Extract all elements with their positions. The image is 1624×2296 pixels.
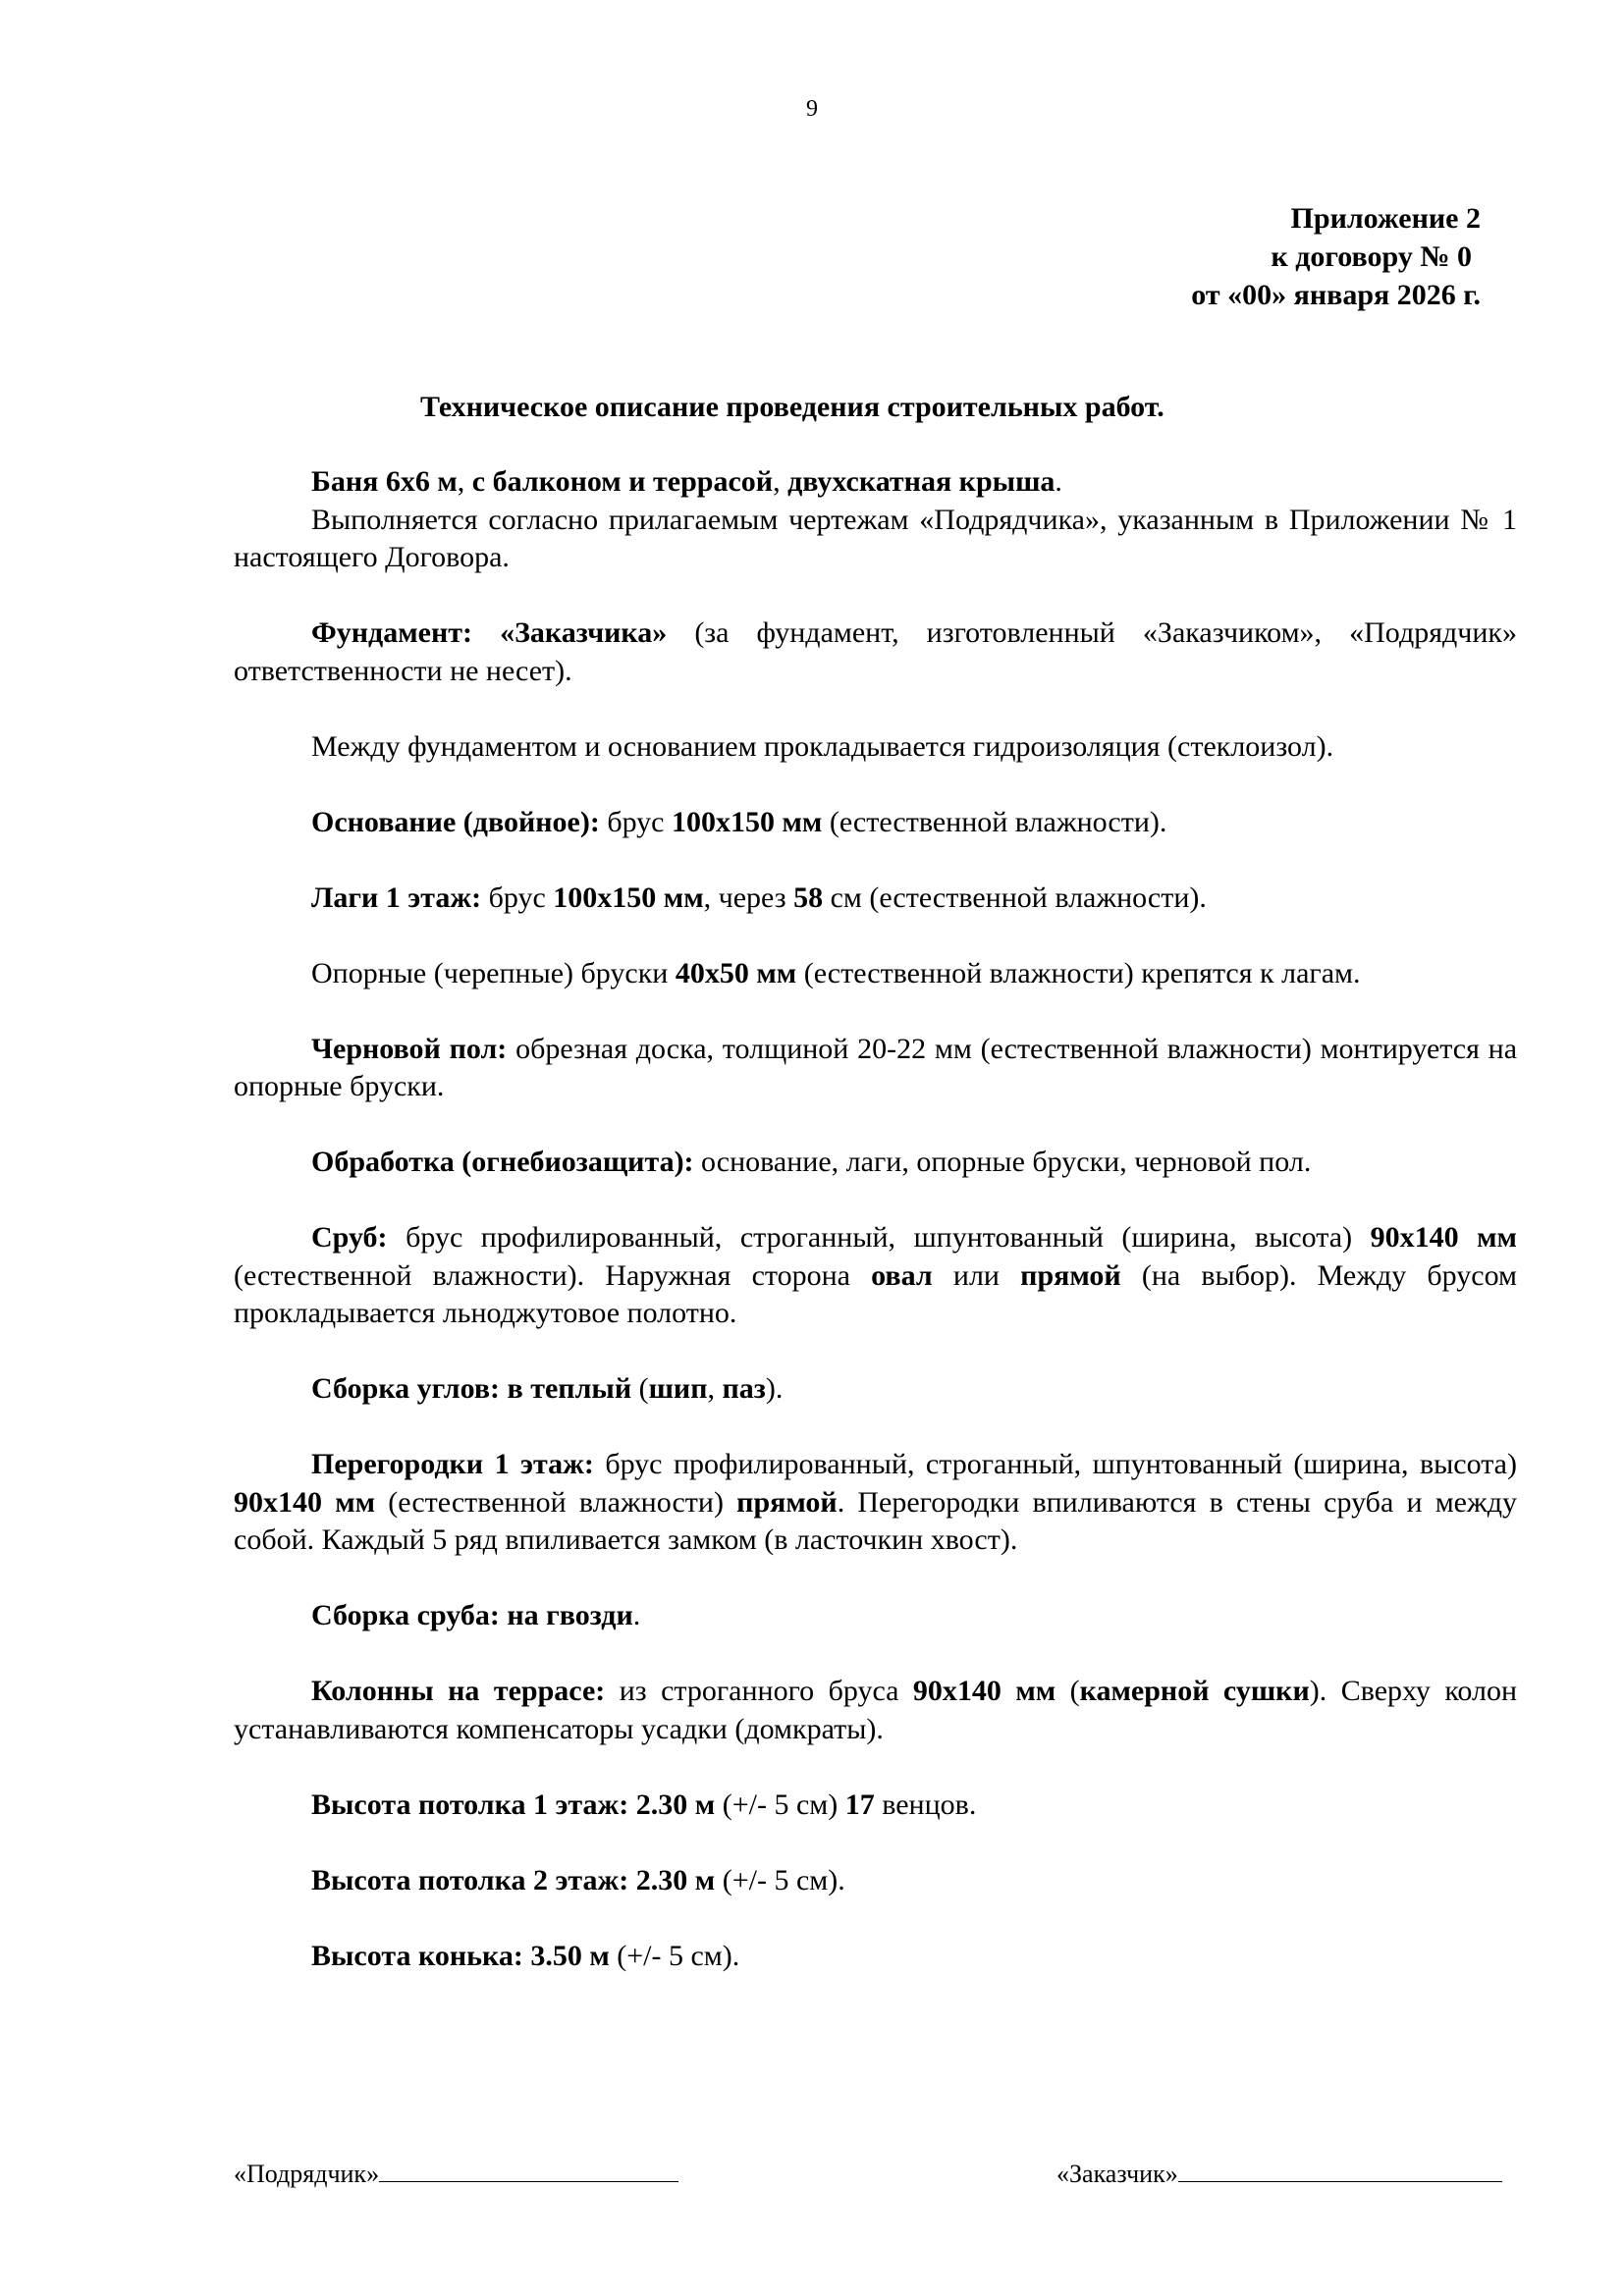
text-run: брус профилированный, строганный, шпунтованный (ширина, высота) — [387, 1221, 1371, 1254]
bold-text-run: 100х150 мм — [672, 805, 823, 838]
text-run: см (естественной влажности). — [823, 881, 1207, 914]
text-run: (естественной влажности). — [822, 805, 1167, 838]
appendix-header — [1191, 199, 1481, 314]
text-run: (+/- 5 см) — [715, 1788, 845, 1821]
body-paragraph — [234, 1673, 1517, 1748]
bold-text-run: Обработка (огнебиозащита): — [311, 1146, 694, 1178]
bold-text-run: Черновой пол: — [311, 1032, 508, 1065]
text-run: (+/- 5 см). — [609, 1939, 740, 1972]
text-run: . Перегородки впиливаются в стены сруба и между собой. Каждый 5 ряд впиливается замком (в ласточкин хвост). — [234, 1485, 1517, 1556]
bold-text-run: 90х140 мм — [234, 1485, 376, 1519]
text-run: (естественной влажности). Наружная сторона — [234, 1258, 872, 1292]
bold-text-run: с балконом и террасой — [471, 465, 774, 498]
customer-label: «Заказчик» — [1056, 2160, 1178, 2188]
body-paragraph — [234, 614, 1517, 690]
text-run: Опорные (черепные) бруски — [311, 956, 676, 989]
body-paragraph — [234, 804, 1517, 842]
text-run: брус — [481, 881, 554, 914]
bold-text-run: Фундамент: «Заказчика» — [311, 616, 668, 649]
body-paragraph — [234, 1446, 1517, 1560]
text-run: брус профилированный, строганный, шпунтованный (ширина, высота) — [593, 1448, 1517, 1480]
bold-text-run: шип — [648, 1372, 708, 1405]
body-paragraph — [234, 1787, 1517, 1825]
text-run: (за фундамент, изготовленный «Заказчиком», «Подрядчик» ответственности не несет). — [234, 616, 1517, 687]
contractor-signature — [234, 2160, 678, 2189]
body-paragraph — [234, 955, 1517, 993]
bold-text-run: 90х140 мм — [1370, 1221, 1517, 1254]
bold-text-run: Колонны на террасе: — [311, 1675, 606, 1707]
text-run: . — [1055, 465, 1062, 498]
text-run: брус — [599, 805, 672, 838]
text-run: ). — [765, 1372, 784, 1405]
text-run: , через — [703, 881, 794, 914]
contractor-signature-line — [379, 2160, 678, 2182]
text-run: , — [773, 465, 788, 498]
text-run: основание, лаги, опорные бруски, черновой пол. — [693, 1146, 1312, 1178]
bold-text-run: Баня 6х6 м — [311, 465, 458, 498]
document-title-row — [234, 391, 1624, 424]
text-run: . — [632, 1599, 641, 1631]
page-number: 9 — [806, 96, 818, 122]
document-title: Техническое описание проведения строительных работ. — [420, 391, 1164, 423]
text-run: (+/- 5 см). — [715, 1863, 845, 1896]
bold-text-run: Высота потолка 1 этаж: 2.30 м — [311, 1788, 716, 1821]
appendix-line-1: Приложение 2 — [1290, 202, 1481, 235]
body-paragraph — [234, 1938, 1517, 1976]
document-body — [234, 463, 1517, 2013]
text-run: ). Сверху колон устанавливаются компенсаторы усадки (домкраты). — [234, 1675, 1517, 1745]
bold-text-run: 17 — [844, 1788, 875, 1821]
bold-text-run: 100х150 мм — [553, 881, 704, 914]
bold-text-run: 90х140 мм — [912, 1675, 1056, 1707]
text-run: из строганного бруса — [605, 1675, 913, 1707]
body-paragraph — [234, 1597, 1517, 1635]
text-run: (естественной влажности) крепятся к лагам. — [796, 956, 1361, 989]
text-run: Между фундаментом и основанием прокладывается гидроизоляция (стеклоизол). — [311, 729, 1334, 763]
text-run: обрезная доска, толщиной 20-22 мм (естественной влажности) монтируется на опорные бруски. — [234, 1032, 1518, 1102]
bold-text-run: Перегородки 1 этаж: — [311, 1448, 594, 1480]
text-run: ( — [1056, 1675, 1080, 1707]
bold-text-run: 40х50 мм — [675, 956, 797, 989]
body-paragraph — [234, 880, 1517, 918]
text-run: (на выбор). Между брусом прокладывается льноджутовое полотно. — [234, 1258, 1517, 1329]
body-paragraph — [234, 463, 1517, 502]
text-run: или — [932, 1258, 1021, 1292]
body-paragraph — [234, 502, 1517, 577]
body-paragraph — [234, 1862, 1517, 1900]
bold-text-run: прямой — [1020, 1258, 1121, 1292]
bold-text-run: Высота потолка 2 этаж: 2.30 м — [311, 1863, 716, 1896]
text-run: венцов. — [874, 1788, 977, 1821]
body-paragraph — [234, 1031, 1517, 1106]
bold-text-run: Лаги 1 этаж: — [311, 881, 482, 914]
body-paragraph — [234, 1144, 1517, 1182]
bold-text-run: 58 — [793, 881, 824, 914]
bold-text-run: камерной сушки — [1079, 1675, 1310, 1707]
text-run: , — [707, 1372, 723, 1405]
customer-signature-line — [1178, 2160, 1502, 2182]
text-run: (естественной влажности) — [375, 1485, 737, 1519]
text-run: Выполняется согласно прилагаемым чертежам «Подрядчика», указанным в Приложении № 1 настоящего Договора. — [234, 503, 1517, 573]
customer-signature — [1056, 2160, 1502, 2189]
contractor-label: «Подрядчик» — [234, 2160, 380, 2188]
bold-text-run: Сборка сруба: на гвозди — [311, 1599, 633, 1631]
text-run: , — [457, 465, 472, 498]
bold-text-run: Сборка углов: в теплый — [311, 1372, 632, 1405]
body-paragraph — [234, 1370, 1517, 1409]
bold-text-run: Сруб: — [311, 1221, 388, 1254]
text-run: ( — [631, 1372, 649, 1405]
bold-text-run: двухскатная крыша — [787, 465, 1056, 498]
bold-text-run: паз — [722, 1372, 766, 1405]
appendix-line-3: от «00» января 2026 г. — [1191, 279, 1481, 311]
bold-text-run: Основание (двойное): — [311, 805, 600, 838]
bold-text-run: овал — [871, 1258, 933, 1292]
body-paragraph — [234, 728, 1517, 767]
body-paragraph — [234, 1219, 1517, 1333]
appendix-line-2: к договору № 0 — [1271, 240, 1472, 273]
bold-text-run: прямой — [736, 1485, 838, 1519]
bold-text-run: Высота конька: 3.50 м — [311, 1939, 610, 1972]
